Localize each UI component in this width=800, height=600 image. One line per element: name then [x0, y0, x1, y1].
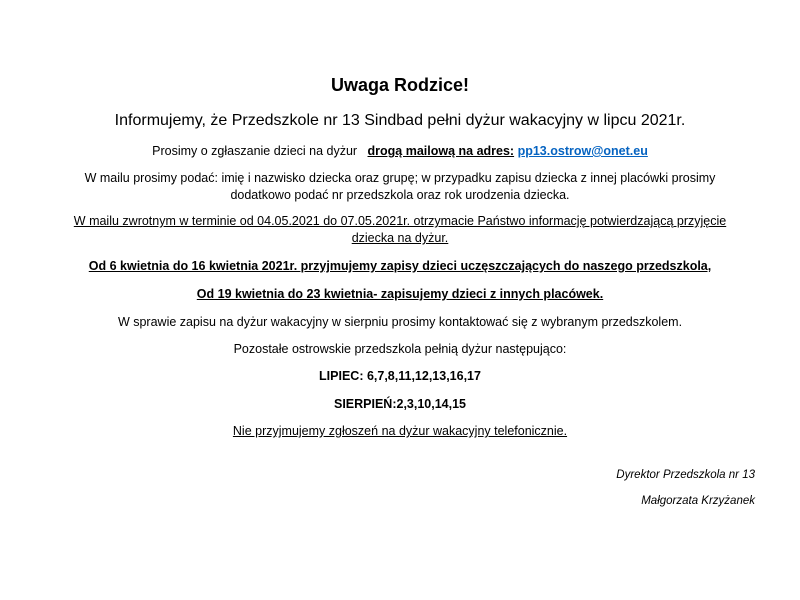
request-bold-text: drogą mailową na adres:	[367, 144, 515, 158]
request-paragraph	[0, 143, 800, 160]
others-info-paragraph: Pozostałe ostrowskie przedszkola pełnią dyżur następująco:	[233, 342, 567, 356]
signature-name: Małgorzata Krzyżanek	[641, 495, 755, 507]
july-dates: LIPIEC: 6,7,8,11,12,13,16,17	[319, 369, 481, 383]
reply-line-1: W mailu zwrotnym w terminie od 04.05.2021 do 07.05.2021r. otrzymacie Państwo informację potwierdzającą przyjęcie	[73, 214, 727, 228]
request-prefix: Prosimy o zgłaszanie dzieci na dyżur	[152, 144, 358, 158]
notice-title: Uwaga Rodzice!	[330, 75, 470, 95]
signature-role: Dyrektor Przedszkola nr 13	[616, 469, 755, 481]
notice-subtitle: Informujemy, że Przedszkole nr 13 Sindbad pełni dyżur wakacyjny w lipcu 2021r.	[114, 112, 686, 129]
dates-other-paragraph: Od 19 kwietnia do 23 kwietnia- zapisujemy dzieci z innych placówek.	[196, 287, 604, 301]
reply-line-2: dziecka na dyżur.	[351, 231, 449, 245]
dates-own-paragraph: Od 6 kwietnia do 16 kwietnia 2021r. przyjmujemy zapisy dzieci uczęszczających do naszego przedszkola,	[88, 259, 712, 273]
info-line-1: W mailu prosimy podać: imię i nazwisko dziecka oraz grupę; w przypadku zapisu dziecka z innej placówki prosimy	[84, 171, 716, 185]
reply-paragraph	[0, 213, 800, 247]
info-paragraph	[0, 170, 800, 204]
no-phone-notice: Nie przyjmujemy zgłoszeń na dyżur wakacyjny telefonicznie.	[232, 424, 568, 438]
email-link[interactable]: pp13.ostrow@onet.eu	[517, 144, 648, 158]
august-dates: SIERPIEŃ:2,3,10,14,15	[333, 397, 467, 411]
info-line-2: dodatkowo podać nr przedszkola oraz rok urodzenia dziecka.	[230, 188, 570, 202]
august-info-paragraph: W sprawie zapisu na dyżur wakacyjny w sierpniu prosimy kontaktować się z wybranym przedszkolem.	[117, 315, 683, 329]
